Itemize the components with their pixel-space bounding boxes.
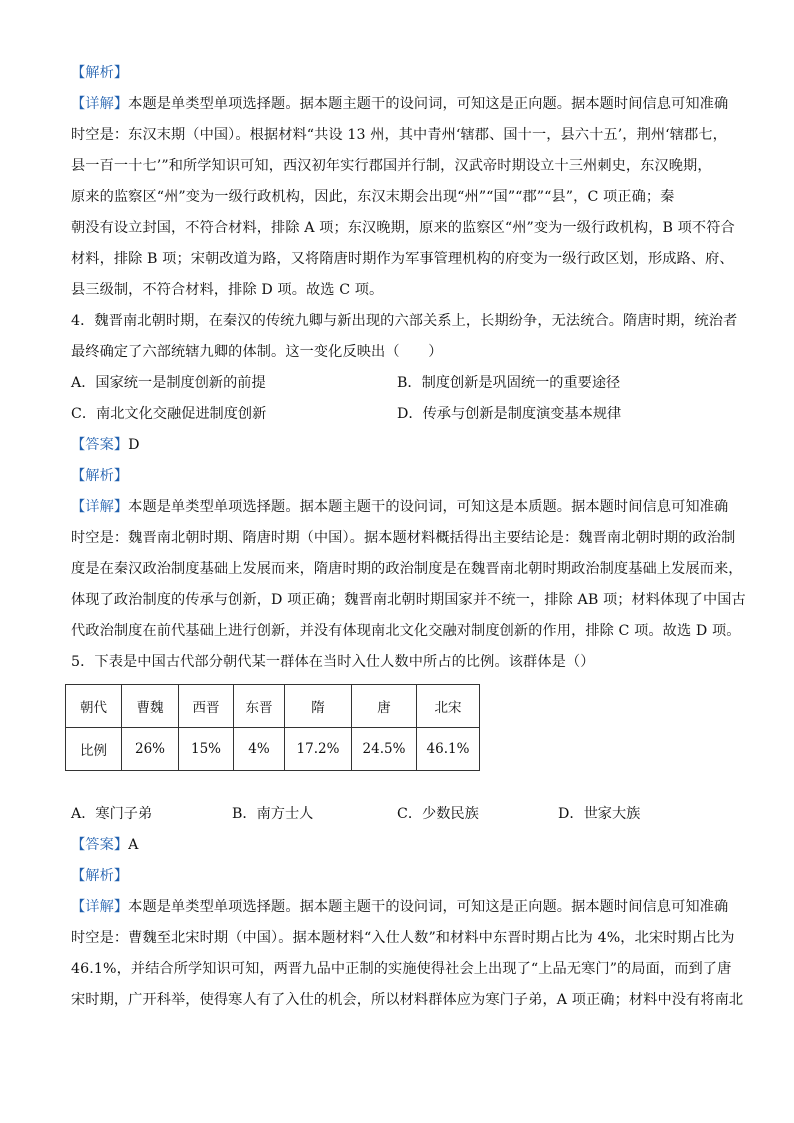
table-header-cell: 朝代 (66, 685, 122, 728)
q5-answer (71, 830, 726, 861)
q4-option-d: D．传承与创新是制度演变基本规律 (397, 406, 622, 422)
table-header-cell: 北宋 (417, 685, 480, 728)
q3-analysis-tag: 【解析】 (71, 65, 129, 81)
q3-detail-line (71, 89, 729, 120)
q3-detail-line: 朝没有设立封国，不符合材料，排除 A 项；东汉晚期，原来的监察区“州”变为一级行政机构，B 项不符合 (71, 220, 735, 236)
table-cell: 26% (122, 728, 179, 771)
table-cell: 46.1% (417, 728, 480, 771)
table-header-cell: 西晋 (179, 685, 234, 728)
document-page (71, 58, 746, 1016)
q4-options-row (71, 399, 726, 430)
table-header-cell: 唐 (352, 685, 417, 728)
q4-detail-tag: 【详解】 (71, 499, 129, 515)
spacer (71, 771, 726, 799)
table-row-header (66, 685, 480, 728)
q5-detail-line: 时空是：曹魏至北宋时期（中国）。据本题材料“入仕人数”和材料中东晋时期占比为 4%，北宋时期占比为 (71, 930, 735, 946)
q5-options-row (71, 799, 726, 830)
q5-option-c: C．少数民族 (397, 806, 479, 822)
q5-option-a: A．寒门子弟 (71, 806, 153, 822)
q5-detail-text: 本题是单类型单项选择题。据本题主题干的设问词，可知这是正向题。据本题时间信息可知准确 (128, 899, 729, 915)
q4-analysis-tag: 【解析】 (71, 468, 129, 484)
q5-detail-line: 宋时期，广开科举，使得寒人有了入仕的机会，所以材料群体应为寒门子弟，A 项正确；材料中没有将南北 (71, 992, 744, 1008)
q5-detail-line (71, 892, 729, 923)
q3-detail-line: 县一百一十七’”和所学知识可知，西汉初年实行郡国并行制，汉武帝时期设立十三州刺史，东汉晚期， (71, 158, 712, 174)
q3-detail-tag: 【详解】 (71, 96, 129, 112)
q5-detail-tag: 【详解】 (71, 899, 129, 915)
table-header-cell: 东晋 (234, 685, 285, 728)
q5-option-d: D．世家大族 (558, 806, 641, 822)
q4-detail-line: 体现了政治制度的传承与创新，D 项正确；魏晋南北朝时期国家并不统一，排除 AB 项；材料体现了中国古 (71, 592, 746, 608)
table-cell: 比例 (66, 728, 122, 771)
q4-detail-line: 时空是：魏晋南北朝时期、隋唐时期（中国）。据本题材料概括得出主要结论是：魏晋南北朝时期的政治制 (71, 530, 736, 546)
q5-detail-line: 46.1%，并结合所学知识可知，两晋九品中正制的实施使得社会上出现了“上品无寒门”的局面，而到了唐 (71, 961, 732, 977)
q4-stem-line: 最终确定了六部统辖九卿的体制。这一变化反映出（ ） (71, 344, 443, 360)
q4-stem-line: 4．魏晋南北朝时期，在秦汉的传统九卿与新出现的六部关系上，长期纷争，无法统合。隋唐时期，统治者 (71, 313, 738, 329)
q5-data-table (65, 684, 480, 771)
q3-detail-line: 原来的监察区“州”变为一级行政机构，因此，东汉末期会出现“州”“国”“郡”“县”，C 项正确；秦 (71, 189, 675, 205)
q3-detail-line: 材料，排除 B 项；宋朝改道为路，又将隋唐时期作为军事管理机构的府变为一级行政区划，形成路、府、 (71, 251, 734, 267)
q4-options-row (71, 368, 726, 399)
q4-option-b: B．制度创新是巩固统一的重要途径 (397, 375, 621, 391)
q4-answer-tag: 【答案】 (71, 437, 129, 453)
q4-detail-line (71, 492, 729, 523)
q5-stem: 5．下表是中国古代部分朝代某一群体在当时入仕人数中所占的比例。该群体是（） (71, 654, 595, 670)
q5-option-b: B．南方士人 (232, 806, 314, 822)
table-cell: 4% (234, 728, 285, 771)
q3-detail-line: 时空是：东汉末期（中国）。根据材料“共设 13 州，其中青州‘辖郡、国十一，县六十五’，荆州‘辖郡七， (71, 127, 727, 143)
q4-detail-text: 本题是单类型单项选择题。据本题主题干的设问词，可知这是本质题。据本题时间信息可知准确 (128, 499, 729, 515)
q3-detail-text: 本题是单类型单项选择题。据本题主题干的设问词，可知这是正向题。据本题时间信息可知准确 (128, 96, 729, 112)
q3-detail-line: 县三级制，不符合材料，排除 D 项。故选 C 项。 (71, 282, 384, 298)
table-header-cell: 曹魏 (122, 685, 179, 728)
table-row (66, 728, 480, 771)
table-cell: 17.2% (285, 728, 352, 771)
q5-answer-value: A (128, 837, 139, 853)
q4-detail-line: 度是在秦汉政治制度基础上发展而来，隋唐时期的政治制度是在魏晋南北朝时期政治制度基础上发展而来， (71, 561, 743, 577)
q4-option-a: A．国家统一是制度创新的前提 (71, 375, 266, 391)
table-cell: 15% (179, 728, 234, 771)
table-cell: 24.5% (352, 728, 417, 771)
table-header-cell: 隋 (285, 685, 352, 728)
q5-analysis-tag: 【解析】 (71, 868, 129, 884)
q4-detail-line: 代政治制度在前代基础上进行创新，并没有体现南北文化交融对制度创新的作用，排除 C 项。故选 D 项。 (71, 623, 741, 639)
q4-option-c: C．南北文化交融促进制度创新 (71, 406, 267, 422)
q4-answer-value: D (128, 437, 140, 453)
q5-answer-tag: 【答案】 (71, 837, 129, 853)
q4-answer (71, 430, 726, 461)
